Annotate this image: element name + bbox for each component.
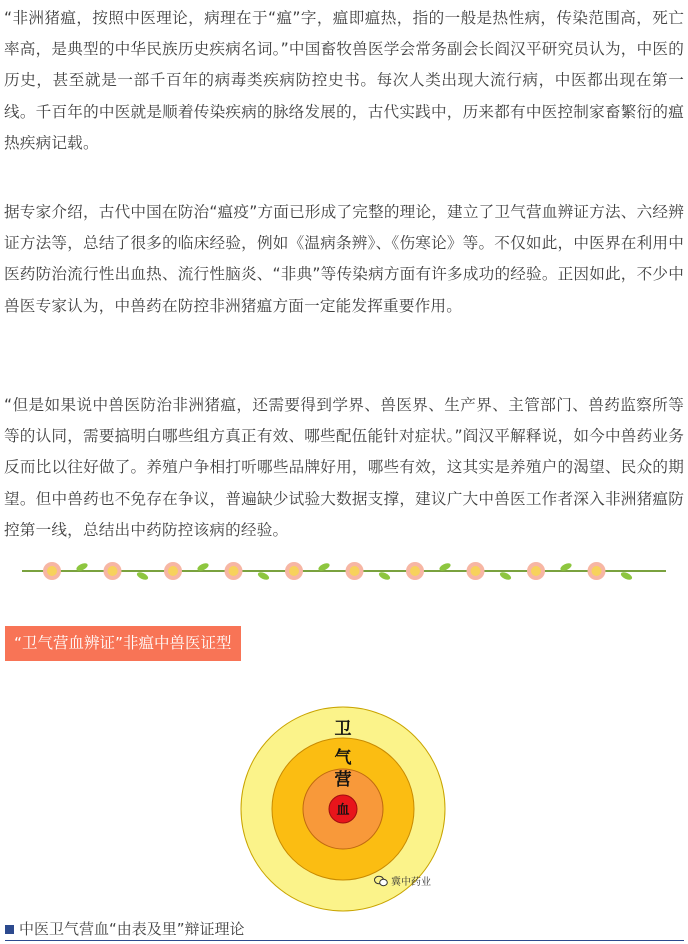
bottom-title-text: 中医卫气营血“由表及里”辩证理论 bbox=[19, 920, 245, 938]
flower-icon bbox=[467, 562, 485, 580]
flower-icon bbox=[406, 562, 424, 580]
label-qi: 气 bbox=[334, 748, 352, 768]
article-paragraph-3: “但是如果说中兽医防治非洲猪瘟，还需要得到学界、兽医界、生产界、主管部门、兽药监察所等等的认同，需要搞明白哪些组方真正有效、哪些配伍能针对症状。”阎汉平解释说，如今中兽药业务反而比以往好做了。养殖户争相打听哪些品牌好用，哪些有效，这其实是养殖户的渴望、民众的期望。但中兽药也不免存在争议，普遍缺少试验大数据支撑，建议广大中兽医工作者深入非洲猪瘟防控第一线，总结出中药防控该病的经验。 bbox=[4, 396, 684, 539]
leaf-icon bbox=[499, 571, 512, 582]
bottom-rule bbox=[5, 940, 684, 941]
floral-divider bbox=[22, 558, 666, 584]
flower-icon bbox=[43, 562, 61, 580]
leaf-icon bbox=[136, 571, 149, 582]
leaf-icon bbox=[378, 571, 391, 582]
watermark bbox=[374, 873, 431, 888]
square-bullet-icon bbox=[5, 925, 14, 934]
watermark-text: 冀中药业 bbox=[391, 877, 431, 888]
label-ying: 营 bbox=[334, 770, 352, 790]
wechat-icon bbox=[374, 875, 388, 887]
flower-icon bbox=[346, 562, 364, 580]
label-wei: 卫 bbox=[334, 719, 352, 739]
flower-icon bbox=[588, 562, 606, 580]
flower-icon bbox=[104, 562, 122, 580]
bottom-title bbox=[5, 917, 245, 941]
section-tag: “卫气营血辨证”非瘟中兽医证型 bbox=[5, 626, 241, 661]
flower-icon bbox=[164, 562, 182, 580]
leaf-icon bbox=[620, 571, 633, 582]
leaf-icon bbox=[257, 571, 270, 582]
flower-icon bbox=[527, 562, 545, 580]
article-paragraph-1: “非洲猪瘟，按照中医理论，病理在于“瘟”字，瘟即瘟热，指的一般是热性病，传染范围高，死亡率高，是典型的中华民族历史疾病名词。”中国畜牧兽医学会常务副会长阎汉平研究员认为，中医的历史，甚至就是一部千百年的病毒类疾病防控史书。每次人类出现大流行病，中医都出现在第一线。千百年的中医就是顺着传染疾病的脉络发展的，古代实践中，历来都有中医控制家畜繁衍的瘟热疾病记载。 bbox=[4, 9, 684, 152]
label-xue: 血 bbox=[336, 803, 350, 818]
flower-icon bbox=[285, 562, 303, 580]
flower-icon bbox=[225, 562, 243, 580]
article-paragraph-2: 据专家介绍，古代中国在防治“瘟疫”方面已形成了完整的理论，建立了卫气营血辨证方法、六经辨证方法等，总结了很多的临床经验，例如《温病条辨》、《伤寒论》等。不仅如此，中医界在利用中医药防治流行性出血热、流行性脑炎、“非典”等传染病方面有许多成功的经验。正因如此，不少中兽医专家认为，中兽药在防控非洲猪瘟方面一定能发挥重要作用。 bbox=[4, 203, 684, 315]
